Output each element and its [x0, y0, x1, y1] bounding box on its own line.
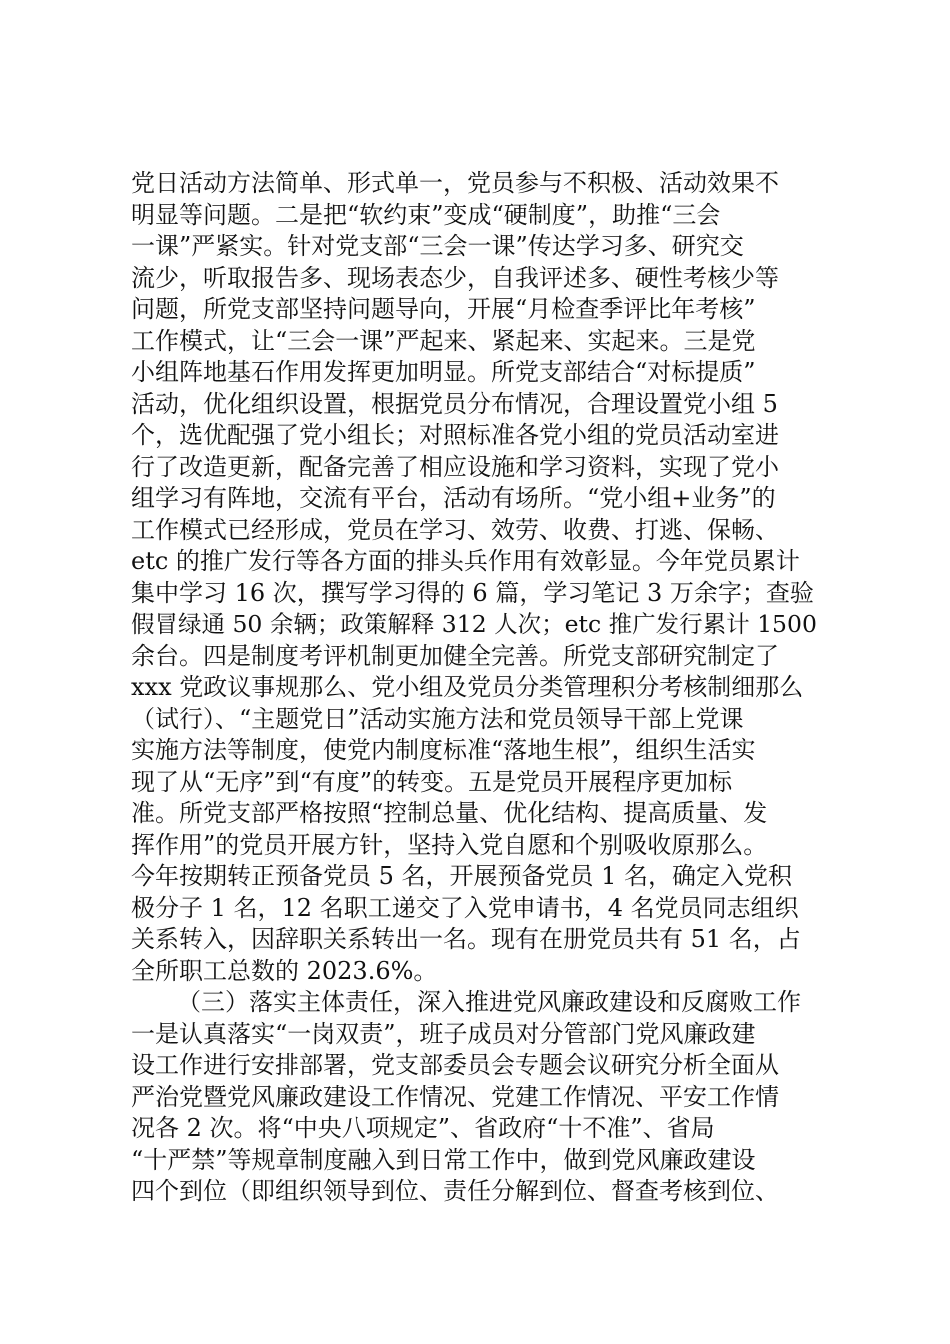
text-line: 四个到位（即组织领导到位、责任分解到位、督查考核到位、 — [131, 1177, 779, 1205]
text-line: 况各 2 次。将“中央八项规定”、省政府“十不准”、省局 — [131, 1114, 715, 1142]
text-line: 一课”严紧实。针对党支部“三会一课”传达学习多、研究交 — [131, 232, 744, 260]
text-line: 今年按期转正预备党员 5 名，开展预备党员 1 名，确定入党积 — [131, 862, 793, 890]
text-line: 假冒绿通 50 余辆；政策解释 312 人次；etc 推广发行累计 1500 — [131, 610, 817, 638]
text-line: 准。所党支部严格按照“控制总量、优化结构、提高质量、发 — [131, 799, 768, 827]
text-line: 现了从“无序”到“有度”的转变。五是党员开展程序更加标 — [131, 767, 733, 796]
text-line: xxx 党政议事规那么、党小组及党员分类管理积分考核制细那么 — [131, 673, 804, 701]
text-line: 问题，所党支部坚持问题导向，开展“月检查季评比年考核” — [131, 295, 756, 323]
text-line: 余台。四是制度考评机制更加健全完善。所党支部研究制定了 — [131, 641, 779, 670]
text-line: 小组阵地基石作用发挥更加明显。所党支部结合“对标提质” — [131, 358, 756, 386]
text-line: 工作模式已经形成，党员在学习、效劳、收费、打逃、保畅、 — [131, 515, 779, 544]
text-line: 党日活动方法简单、形式单一，党员参与不积极、活动效果不 — [131, 169, 779, 197]
text-line: 严治党暨党风廉政建设工作情况、党建工作情况、平安工作情 — [131, 1082, 779, 1111]
text-line: “十严禁”等规章制度融入到日常工作中，做到党风廉政建设 — [131, 1145, 756, 1174]
text-line: 一是认真落实“一岗双责”，班子成员对分管部门党风廉政建 — [131, 1019, 756, 1048]
text-line: 行了改造更新，配备完善了相应设施和学习资料，实现了党小 — [131, 452, 779, 481]
text-line: 活动，优化组织设置，根据党员分布情况，合理设置党小组 5 — [131, 389, 778, 418]
body-text — [131, 168, 831, 1208]
text-line: 关系转入，因辞职关系转出一名。现有在册党员共有 51 名，占 — [131, 925, 801, 953]
text-line: （试行）、“主题党日”活动实施方法和党员领导干部上党课 — [131, 704, 744, 733]
text-line: etc 的推广发行等各方面的排头兵作用有效彰显。今年党员累计 — [131, 547, 800, 575]
section-heading: （三）落实主体责任，深入推进党风廉政建设和反腐败工作 — [177, 988, 801, 1016]
text-line: 流少，听取报告多、现场表态少，自我评述多、硬性考核少等 — [131, 263, 779, 292]
text-line: 全所职工总数的 2023.6%。 — [131, 956, 438, 985]
text-line: 实施方法等制度，使党内制度标准“落地生根”，组织生活实 — [131, 736, 756, 764]
text-line: 设工作进行安排部署，党支部委员会专题会议研究分析全面从 — [131, 1051, 779, 1079]
text-line: 工作模式，让“三会一课”严起来、紧起来、实起来。三是党 — [131, 326, 756, 355]
text-line: 明显等问题。二是把“软约束”变成“硬制度”，助推“三会 — [131, 200, 721, 229]
text-line: 极分子 1 名，12 名职工递交了入党申请书，4 名党员同志组织 — [131, 893, 799, 922]
text-line: 个，选优配强了党小组长；对照标准各党小组的党员活动室进 — [131, 421, 779, 449]
text-line: 组学习有阵地，交流有平台，活动有场所。“党小组+业务”的 — [131, 484, 776, 512]
text-line: 集中学习 16 次，撰写学习得的 6 篇，学习笔记 3 万余字；查验 — [131, 578, 814, 607]
text-line: 挥作用”的党员开展方针，坚持入党自愿和个别吸收原那么。 — [131, 830, 768, 859]
